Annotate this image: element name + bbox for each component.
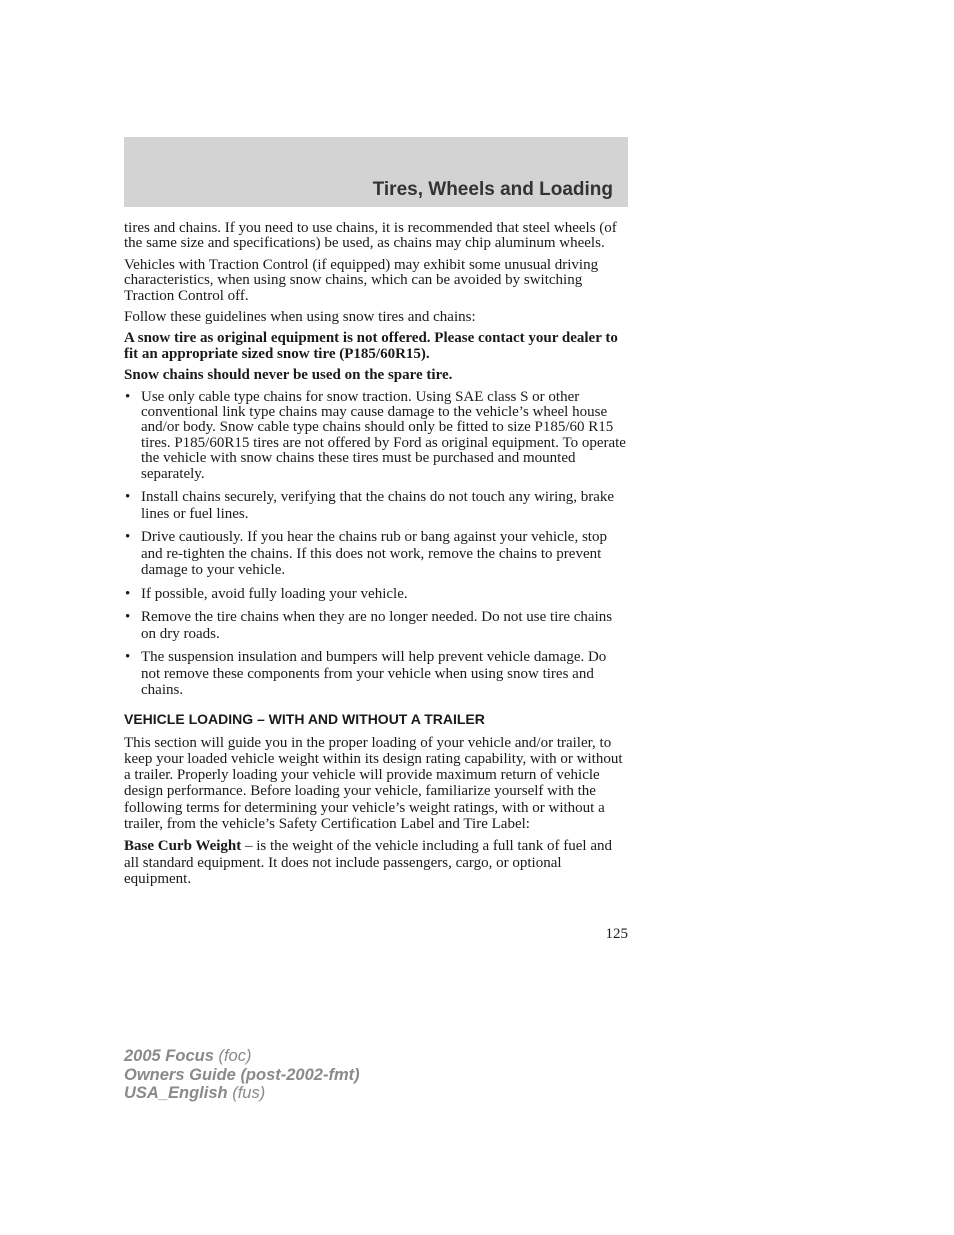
bullet-icon: • <box>125 529 131 546</box>
document-footer <box>124 1047 360 1103</box>
page-number: 125 <box>605 926 628 942</box>
guidelines-list <box>124 390 628 699</box>
list-item: • Install chains securely, verifying that the chains do not touch any wiring, brake lines or fuel lines. <box>125 489 615 522</box>
bullet-icon: • <box>125 388 131 405</box>
body-text <box>124 221 628 893</box>
bullet-icon: • <box>125 585 131 602</box>
bullet-icon: • <box>125 649 131 666</box>
list-item: • The suspension insulation and bumpers will help prevent vehicle damage. Do not remove these components from your vehicle when using snow tires and chains. <box>125 649 607 699</box>
list-item: • Drive cautiously. If you hear the chains rub or bang against your vehicle, stop and re-tighten the chains. If this does not work, remove the chains to prevent damage to your vehicle. <box>125 529 607 579</box>
paragraph-base-curb-weight: Base Curb Weight – is the weight of the vehicle including a full tank of fuel and all standard equipment. It does not include passengers, cargo, or optional equipment. <box>124 838 612 887</box>
footer-line-model: 2005 Focus (foc) <box>124 1047 252 1065</box>
section-heading: VEHICLE LOADING – WITH AND WITHOUT A TRAILER <box>124 710 485 727</box>
page-title: Tires, Wheels and Loading <box>372 179 613 200</box>
term-base-curb-weight: Base Curb Weight <box>124 838 242 855</box>
paragraph-traction-control: Vehicles with Traction Control (if equipped) may exhibit some unusual driving characteristics, when using snow chains, which can be avoided by switching Traction Control off. <box>124 256 599 304</box>
paragraph-guidelines-intro: Follow these guidelines when using snow tires and chains: <box>124 309 476 326</box>
bullet-icon: • <box>125 609 131 626</box>
paragraph-chains-wheels: tires and chains. If you need to use chains, it is recommended that steel wheels (of the same size and specifications) be used, as chains may chip aluminum wheels. <box>124 220 617 252</box>
paragraph-loading-intro: This section will guide you in the proper loading of your vehicle and/or trailer, to keep your loaded vehicle weight within its design rating capability, with or without a trailer. Properly loading your vehicle will provide maximum return of vehicle design performance. Before loading your vehicle, familiarize yourself with the following terms for determining your vehicle’s weight ratings, with or without a trailer, from the vehicle’s Safety Certification Label and Tire Label: <box>124 734 623 833</box>
list-item: • Use only cable type chains for snow traction. Using SAE class S or other conventional link type chains may cause damage to the vehicle’s wheel house and/or body. Snow cable type chains should only be fitted to size P185/60 R15 tires. P185/60R15 tires are not offered by Ford as original equipment. To operate the vehicle with snow chains these tires must be purchased and mounted separately. <box>125 388 626 482</box>
warning-snow-tire: A snow tire as original equipment is not offered. Please contact your dealer to fit an appropriate sized snow tire (P185/60R15). <box>124 330 618 362</box>
footer-line-guide: Owners Guide (post-2002-fmt) <box>124 1065 360 1084</box>
list-item: • If possible, avoid fully loading your vehicle. <box>125 585 408 602</box>
bullet-icon: • <box>125 489 131 506</box>
warning-spare-tire: Snow chains should never be used on the spare tire. <box>124 367 453 384</box>
header-band <box>124 137 628 207</box>
list-item: • Remove the tire chains when they are no longer needed. Do not use tire chains on dry roads. <box>125 609 613 642</box>
footer-line-language: USA_English (fus) <box>124 1084 266 1102</box>
